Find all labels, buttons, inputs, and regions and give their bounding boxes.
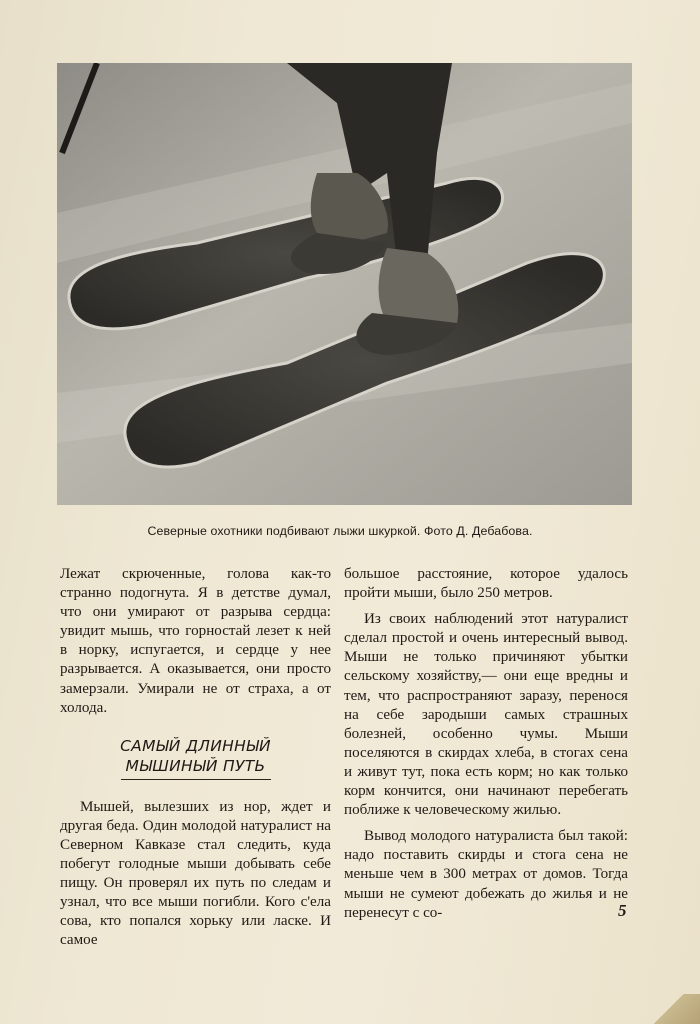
page-corner bbox=[652, 994, 700, 1024]
section-heading bbox=[60, 736, 331, 780]
right-column bbox=[344, 565, 628, 923]
photo-snowshoes bbox=[57, 63, 632, 505]
page-number: 5 bbox=[618, 901, 627, 920]
right-paragraph-3: Вывод молодого натуралиста был такой: надо поставить скирды и стога сена не меньше чем в 300 метрах от домов. Тогда мыши не сумеют добежать до жилья и не перенесут с со- bbox=[344, 828, 628, 921]
right-paragraph-2: Из своих наблюдений этот натуралист сделал простой и очень интересный вывод. Мыши не только причиняют убытки сельскому хозяйству,— они еще вредны и тем, что распространяют заразу, перенося на себе зародыши самых страшных болезней, особенно чумы. Мыши поселяются в скирдах хлеба, в стогах сена и живут тут, пока есть корм; но как только корм кончится, они начинают перебегать поближе к человеческому жилью. bbox=[344, 611, 628, 819]
heading-line-2: МЫШИНЫЙ ПУТЬ bbox=[125, 756, 266, 775]
snowshoes-illustration bbox=[57, 63, 632, 505]
right-paragraph-1: большое расстояние, которое удалось пройти мыши, было 250 метров. bbox=[344, 566, 628, 602]
left-paragraph-1: Лежат скрюченные, голова как-то странно подогнута. Я в детстве думал, что они умирают от разрыва сердца: увидит мышь, что горностай лезет к ней в норку, испугается, и сердце у нее разрывается. А оказывается, они просто замерзали. Умирали не от страха, а от холода. bbox=[60, 566, 331, 716]
photo-caption: Северные охотники подбивают лыжи шкуркой. Фото Д. Дебабова. bbox=[147, 524, 533, 538]
left-column bbox=[60, 565, 331, 951]
left-paragraph-2: Мышей, вылезших из нор, ждет и другая беда. Один молодой натуралист на Северном Кавказе стал следить, куда побегут голодные мыши добывать себе пищу. Он проверял их путь по следам и узнал, что все мыши погибли. Кого с'ела сова, кто попался хорьку или ласке. И самое bbox=[60, 798, 331, 949]
heading-line-1: САМЫЙ ДЛИННЫЙ bbox=[120, 736, 271, 755]
heading-underline bbox=[121, 779, 271, 780]
